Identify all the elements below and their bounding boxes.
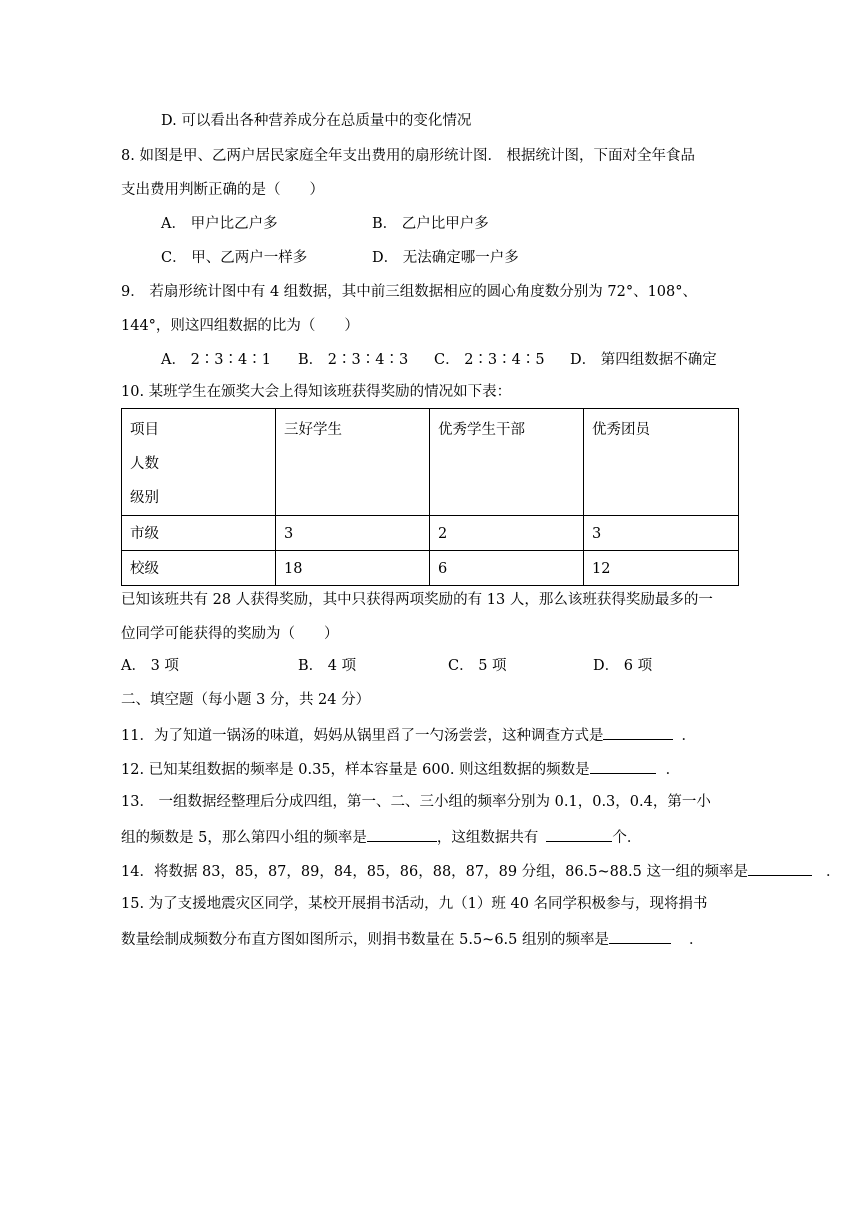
q9-stem-line1: 9． 若扇形统计图中有 4 组数据，其中前三组数据相应的圆心角度数分别为 72°、108°、 [121, 284, 698, 300]
table-cell: 3 [276, 516, 430, 551]
q9-option-c: C． 2∶3∶4∶5 [434, 352, 545, 368]
table-cell: 6 [430, 551, 584, 586]
q10-option-a: A． 3 项 [121, 658, 179, 674]
q14-end: ． [826, 864, 841, 880]
q10-option-d: D． 6 项 [593, 658, 653, 674]
table-cell: 12 [584, 551, 739, 586]
table-header-cell: 三好学生 [276, 409, 430, 516]
q15-end: ． [689, 932, 704, 948]
q13-text-a: 组的频数是 5，那么第四小组的频率是 [121, 830, 367, 846]
corner-label-level: 级别 [130, 490, 159, 506]
table-cell: 2 [430, 516, 584, 551]
q8-option-a: A． 甲户比乙户多 [161, 216, 278, 232]
q14-text: 14．将数据 83，85，87，89，84，85，86，88，87，89 分组，86.5~88.5 这一组的频率是 [121, 864, 749, 880]
corner-label-count: 人数 [130, 456, 159, 472]
table-header-cell: 优秀团员 [584, 409, 739, 516]
q8-option-c: C． 甲、乙两户一样多 [161, 250, 308, 266]
answer-blank[interactable] [590, 758, 656, 774]
q8-option-b: B． 乙户比甲户多 [372, 216, 489, 232]
q13-text-c: 个． [612, 830, 642, 846]
q9-option-b: B． 2∶3∶4∶3 [298, 352, 409, 368]
q15-line2 [121, 928, 704, 950]
q15-line1: 15. 为了支援地震灾区同学，某校开展捐书活动，九（1）班 40 名同学积极参与，现将捐书 [121, 896, 708, 912]
q11 [121, 724, 696, 746]
table-header-cell: 优秀学生干部 [430, 409, 584, 516]
q10-after-line1: 已知该班共有 28 人获得奖励，其中只获得两项奖励的有 13 人，那么该班获得奖励最多的一 [121, 592, 713, 608]
table-row-label: 市级 [122, 516, 276, 551]
q10-option-c: C． 5 项 [448, 658, 507, 674]
q13-line1: 13． 一组数据经整理后分成四组，第一、二、三小组的频率分别为 0.1，0.3，0.4，第一小 [121, 794, 711, 810]
answer-blank[interactable] [546, 826, 612, 842]
table-cell: 18 [276, 551, 430, 586]
answer-blank[interactable] [367, 826, 437, 842]
q7-option-d: D. 可以看出各种营养成分在总质量中的变化情况 [161, 113, 472, 129]
q8-stem-line1: 8. 如图是甲、乙两户居民家庭全年支出费用的扇形统计图． 根据统计图，下面对全年食品 [121, 148, 696, 164]
q12-end: ． [665, 762, 681, 778]
q11-text: 11．为了知道一锅汤的味道，妈妈从锅里舀了一勺汤尝尝，这种调查方式是 [121, 728, 604, 744]
q10-after-line2: 位同学可能获得的奖励为（ ） [121, 626, 339, 642]
table-corner-cell [122, 409, 276, 516]
q9-option-d: D． 第四组数据不确定 [570, 352, 717, 368]
q12 [121, 758, 680, 780]
answer-blank[interactable] [609, 928, 671, 944]
awards-table [121, 408, 739, 586]
q10-stem: 10. 某班学生在颁奖大会上得知该班获得奖励的情况如下表： [121, 384, 512, 400]
q8-stem-line2: 支出费用判断正确的是（ ） [121, 182, 324, 198]
q13-text-b: ，这组数据共有 [436, 830, 539, 846]
answer-blank[interactable] [748, 860, 812, 876]
q9-option-a: A． 2∶3∶4∶1 [161, 352, 271, 368]
q10-option-b: B． 4 项 [298, 658, 357, 674]
table-row-label: 校级 [122, 551, 276, 586]
table-header-row [122, 409, 739, 516]
q8-option-d: D． 无法确定哪一户多 [372, 250, 519, 266]
q14 [121, 860, 841, 882]
section-title: 二、填空题（每小题 3 分，共 24 分） [121, 692, 371, 708]
q15-text: 数量绘制成频数分布直方图如图所示，则捐书数量在 5.5~6.5 组别的频率是 [121, 932, 609, 948]
table-cell: 3 [584, 516, 739, 551]
table-row [122, 516, 739, 551]
corner-label-item: 项目 [130, 422, 159, 438]
answer-blank[interactable] [603, 724, 673, 740]
table-row [122, 551, 739, 586]
q12-text: 12. 已知某组数据的频率是 0.35，样本容量是 600. 则这组数据的频数是 [121, 762, 590, 778]
q9-stem-line2: 144°，则这四组数据的比为（ ） [121, 318, 359, 334]
q13-line2 [121, 826, 641, 848]
q11-end: ． [681, 728, 696, 744]
